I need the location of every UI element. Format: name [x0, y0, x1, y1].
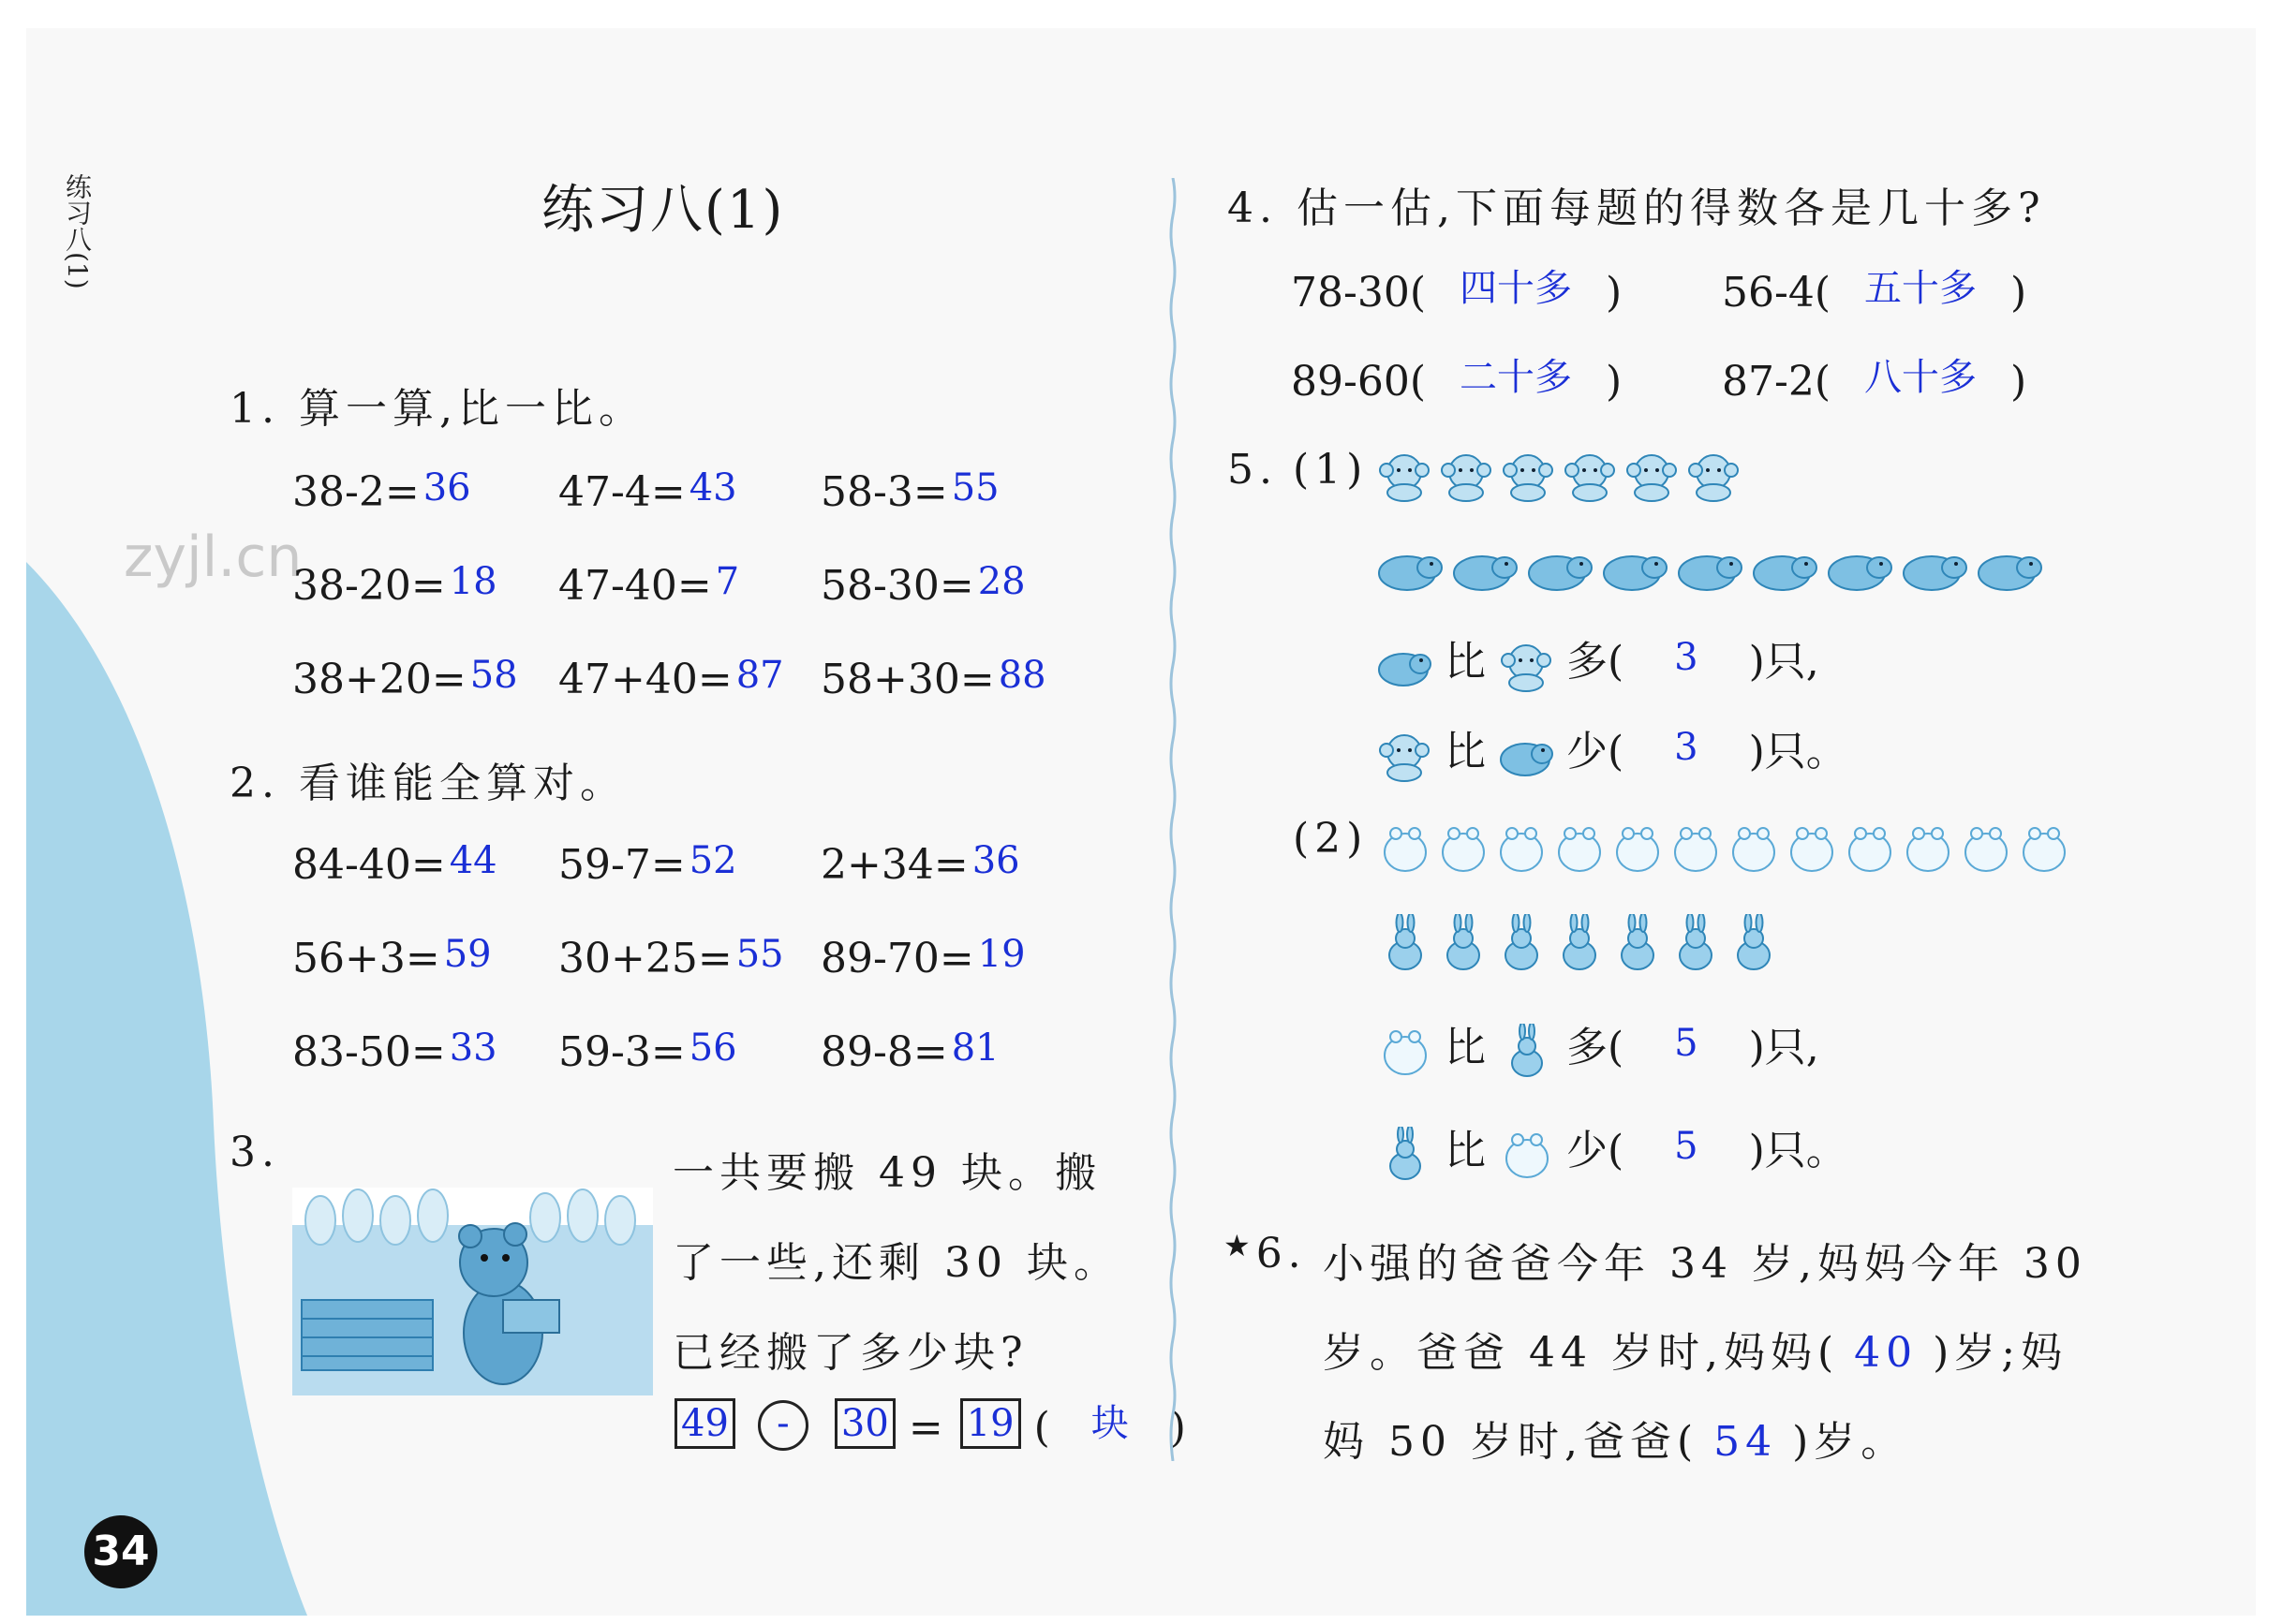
equation-answer: 81	[951, 1026, 1000, 1070]
q4-heading: 4. 估一估,下面每题的得数各是几十多?	[1227, 185, 2046, 232]
equation-answer: 28	[977, 560, 1026, 603]
q5-line2-answer: 3	[1674, 726, 1698, 769]
equation-answer: 19	[977, 933, 1026, 976]
equation-text: 89-8=	[821, 1028, 948, 1076]
q2-equation	[558, 841, 737, 889]
equation-answer: 55	[951, 466, 1000, 509]
equation-answer: 87	[735, 654, 784, 697]
q1-equation	[821, 656, 1046, 703]
monkey-icon	[1686, 448, 1741, 502]
hippo-icon	[1499, 728, 1553, 782]
equation-text: 84-40=	[292, 841, 446, 889]
equation-text: 58+30=	[821, 656, 995, 703]
q1-equation	[292, 468, 471, 516]
equation-text: 89-70=	[821, 935, 974, 982]
q6-star-number	[1223, 1230, 1307, 1277]
q1-heading: 1. 算一算,比一比。	[230, 385, 645, 433]
q5-line1-post: 多(	[1566, 638, 1624, 686]
q5-number: 5.	[1227, 446, 1278, 494]
rabbit-icon	[1377, 914, 1431, 968]
monkey-icon	[1563, 448, 1617, 502]
hippo-icon	[1527, 541, 1594, 596]
q3-box-2: 30	[835, 1398, 896, 1449]
star-icon: ★	[1223, 1228, 1256, 1263]
q1-equation	[821, 562, 1026, 610]
equation-text: 2+34=	[821, 841, 969, 889]
equation-answer: 18	[449, 560, 497, 603]
q1-equation	[558, 468, 737, 516]
q4-answer: 四十多	[1460, 267, 1573, 310]
q4-answer: 二十多	[1460, 356, 1573, 399]
polar-bear-icon	[1551, 820, 1606, 875]
q5-line2-mid: 比	[1445, 728, 1486, 775]
q2-equation	[292, 841, 497, 889]
polar-bear-icon	[1377, 820, 1431, 875]
polar-bear-icon	[1499, 1127, 1553, 1181]
q6-line2-pre: 岁。爸爸 44 岁时,妈妈(	[1323, 1329, 1840, 1377]
rabbit-icon	[1668, 914, 1722, 968]
q3-equals: =	[908, 1404, 943, 1452]
q4-expression: 87-2(	[1722, 358, 1831, 406]
page-title: 练习八(1)	[541, 180, 785, 241]
q4-item	[1722, 264, 2026, 317]
monkey-icon	[1439, 448, 1493, 502]
equation-text: 56+3=	[292, 935, 440, 982]
equation-text: 38-20=	[292, 562, 446, 610]
monkey-icon	[1499, 638, 1553, 692]
q2-equation	[821, 841, 1020, 889]
equation-text: 59-3=	[558, 1028, 686, 1076]
q4-answer: 五十多	[1864, 267, 1978, 310]
q3-unit: 块	[1090, 1402, 1129, 1445]
q5-line4-end: )只。	[1748, 1127, 1847, 1174]
q4-close: )	[1606, 269, 1623, 317]
q5-part2-label: (2)	[1293, 815, 1369, 863]
q6-answer-1: 40	[1854, 1329, 1919, 1377]
equation-answer: 33	[449, 1026, 497, 1070]
q3-answer-equation	[671, 1399, 1186, 1456]
q5-line2-end: )只。	[1748, 728, 1847, 775]
q5-line1-answer: 3	[1674, 636, 1698, 679]
polar-bear-icon	[1435, 820, 1490, 875]
q4-expression: 56-4(	[1722, 269, 1831, 317]
equation-answer: 36	[423, 466, 471, 509]
monkey-row	[1377, 448, 1741, 502]
q5-line4-answer: 5	[1674, 1125, 1698, 1168]
equation-text: 83-50=	[292, 1028, 446, 1076]
q4-expression: 89-60(	[1291, 358, 1427, 406]
q5-line2-post: 少(	[1566, 728, 1624, 775]
q3-number: 3.	[230, 1129, 280, 1176]
polar-bear-icon	[1900, 820, 1954, 875]
q5-line1-mid: 比	[1445, 638, 1486, 686]
equation-text: 38-2=	[292, 468, 420, 516]
q3-line: 了一些,还剩 30 块。	[673, 1239, 1120, 1287]
hippo-row	[1377, 541, 2044, 596]
hippo-icon	[1602, 541, 1669, 596]
monkey-icon	[1377, 728, 1431, 782]
hippo-icon	[1677, 541, 1744, 596]
q4-expression: 78-30(	[1291, 269, 1427, 317]
equation-text: 58-3=	[821, 468, 948, 516]
rabbit-icon	[1493, 914, 1548, 968]
q5-line1-end: )只,	[1748, 638, 1819, 686]
polar-bear-icon	[1842, 820, 1896, 875]
equation-answer: 58	[469, 654, 518, 697]
q5-line3	[1377, 1013, 1819, 1078]
q1-equation	[821, 468, 1000, 516]
equation-text: 38+20=	[292, 656, 467, 703]
equation-answer: 36	[971, 839, 1020, 882]
polar-bear-icon	[2016, 820, 2070, 875]
polar-bear-icon	[1493, 820, 1548, 875]
equation-text: 47+40=	[558, 656, 733, 703]
equation-text: 47-40=	[558, 562, 712, 610]
q5-line3-post: 多(	[1566, 1024, 1624, 1071]
equation-answer: 52	[689, 839, 737, 882]
page-divider	[1169, 178, 1177, 1461]
equation-text: 47-4=	[558, 468, 686, 516]
hippo-icon	[1902, 541, 1969, 596]
q2-equation	[292, 1028, 497, 1076]
q2-equation	[558, 935, 784, 982]
q5-line1	[1377, 627, 1819, 692]
q1-equation	[558, 656, 784, 703]
q6-line2-post: )岁;妈	[1933, 1329, 2068, 1377]
rabbit-icon	[1499, 1024, 1553, 1078]
rabbit-icon	[1551, 914, 1606, 968]
equation-text: 59-7=	[558, 841, 686, 889]
q5-line4-post: 少(	[1566, 1127, 1624, 1174]
hippo-icon	[1827, 541, 1894, 596]
q4-item	[1291, 264, 1622, 317]
q3-unit-open: (	[1033, 1404, 1050, 1452]
page-number: 34	[84, 1515, 157, 1588]
equation-answer: 88	[998, 654, 1046, 697]
q6-answer-2: 54	[1713, 1418, 1778, 1466]
q1-equation	[558, 562, 739, 610]
polar-bear-row	[1377, 820, 2070, 875]
rabbit-row	[1377, 914, 1780, 968]
rabbit-icon	[1609, 914, 1664, 968]
q1-equation	[292, 656, 518, 703]
q2-equation	[292, 935, 492, 982]
side-tab: 练习八(1)	[62, 173, 93, 289]
q6-line3-post: )岁。	[1792, 1418, 1908, 1466]
q6-line3-pre: 妈 50 岁时,爸爸(	[1323, 1418, 1699, 1466]
equation-answer: 44	[449, 839, 497, 882]
polar-bear-icon	[1668, 820, 1722, 875]
q2-equation	[558, 1028, 737, 1076]
q4-item	[1291, 353, 1622, 406]
rabbit-icon	[1435, 914, 1490, 968]
q5-line3-mid: 比	[1445, 1024, 1486, 1071]
q1-equation	[292, 562, 497, 610]
q3-unit-close: )	[1169, 1404, 1186, 1452]
q2-equation	[821, 935, 1026, 982]
monkey-icon	[1624, 448, 1679, 502]
q5-line4-mid: 比	[1445, 1127, 1486, 1174]
equation-answer: 55	[735, 933, 784, 976]
hippo-icon	[1377, 541, 1445, 596]
q2-heading: 2. 看谁能全算对。	[230, 760, 627, 807]
hippo-icon	[1977, 541, 2044, 596]
equation-answer: 56	[689, 1026, 737, 1070]
q4-answer: 八十多	[1864, 356, 1978, 399]
q4-close: )	[2010, 358, 2027, 406]
q6-number: 6.	[1255, 1230, 1307, 1277]
q5-line3-answer: 5	[1674, 1022, 1698, 1065]
equation-text: 58-30=	[821, 562, 974, 610]
q6-line2	[1323, 1319, 2068, 1379]
q3-operator-circle: -	[758, 1400, 808, 1451]
polar-bear-icon	[1609, 820, 1664, 875]
polar-bear-icon	[1958, 820, 2012, 875]
q6-line1: 小强的爸爸今年 34 岁,妈妈今年 30	[1323, 1240, 2087, 1288]
q4-item	[1722, 353, 2026, 406]
polar-bear-icon	[1377, 1024, 1431, 1078]
polar-bear-icon	[1784, 820, 1838, 875]
q6-line3	[1323, 1408, 1907, 1468]
watermark: zyjl.cn	[124, 524, 303, 590]
q3-line: 一共要搬 49 块。搬	[673, 1149, 1102, 1197]
monkey-icon	[1377, 448, 1431, 502]
hippo-icon	[1377, 638, 1431, 692]
equation-answer: 7	[715, 560, 740, 603]
equation-text: 30+25=	[558, 935, 733, 982]
q2-equation	[821, 1028, 1000, 1076]
q4-close: )	[1606, 358, 1623, 406]
q5-line2	[1377, 717, 1847, 782]
rabbit-icon	[1726, 914, 1780, 968]
equation-answer: 43	[689, 466, 737, 509]
q5-line3-end: )只,	[1748, 1024, 1819, 1071]
q3-line: 已经搬了多少块?	[673, 1329, 1029, 1377]
monkey-icon	[1501, 448, 1555, 502]
equation-answer: 59	[443, 933, 492, 976]
q3-box-1: 49	[675, 1398, 735, 1449]
hippo-icon	[1752, 541, 1819, 596]
q5-line4	[1377, 1116, 1847, 1181]
blue-wave-decoration	[26, 562, 307, 1616]
polar-bear-icon	[1726, 820, 1780, 875]
q5-part1-label: (1)	[1293, 446, 1369, 494]
hippo-icon	[1452, 541, 1520, 596]
q3-problem-text	[673, 1129, 1120, 1398]
q3-box-3: 19	[960, 1398, 1021, 1449]
q4-close: )	[2010, 269, 2027, 317]
rabbit-icon	[1377, 1127, 1431, 1181]
bear-carrying-bricks-illustration	[292, 1188, 653, 1395]
